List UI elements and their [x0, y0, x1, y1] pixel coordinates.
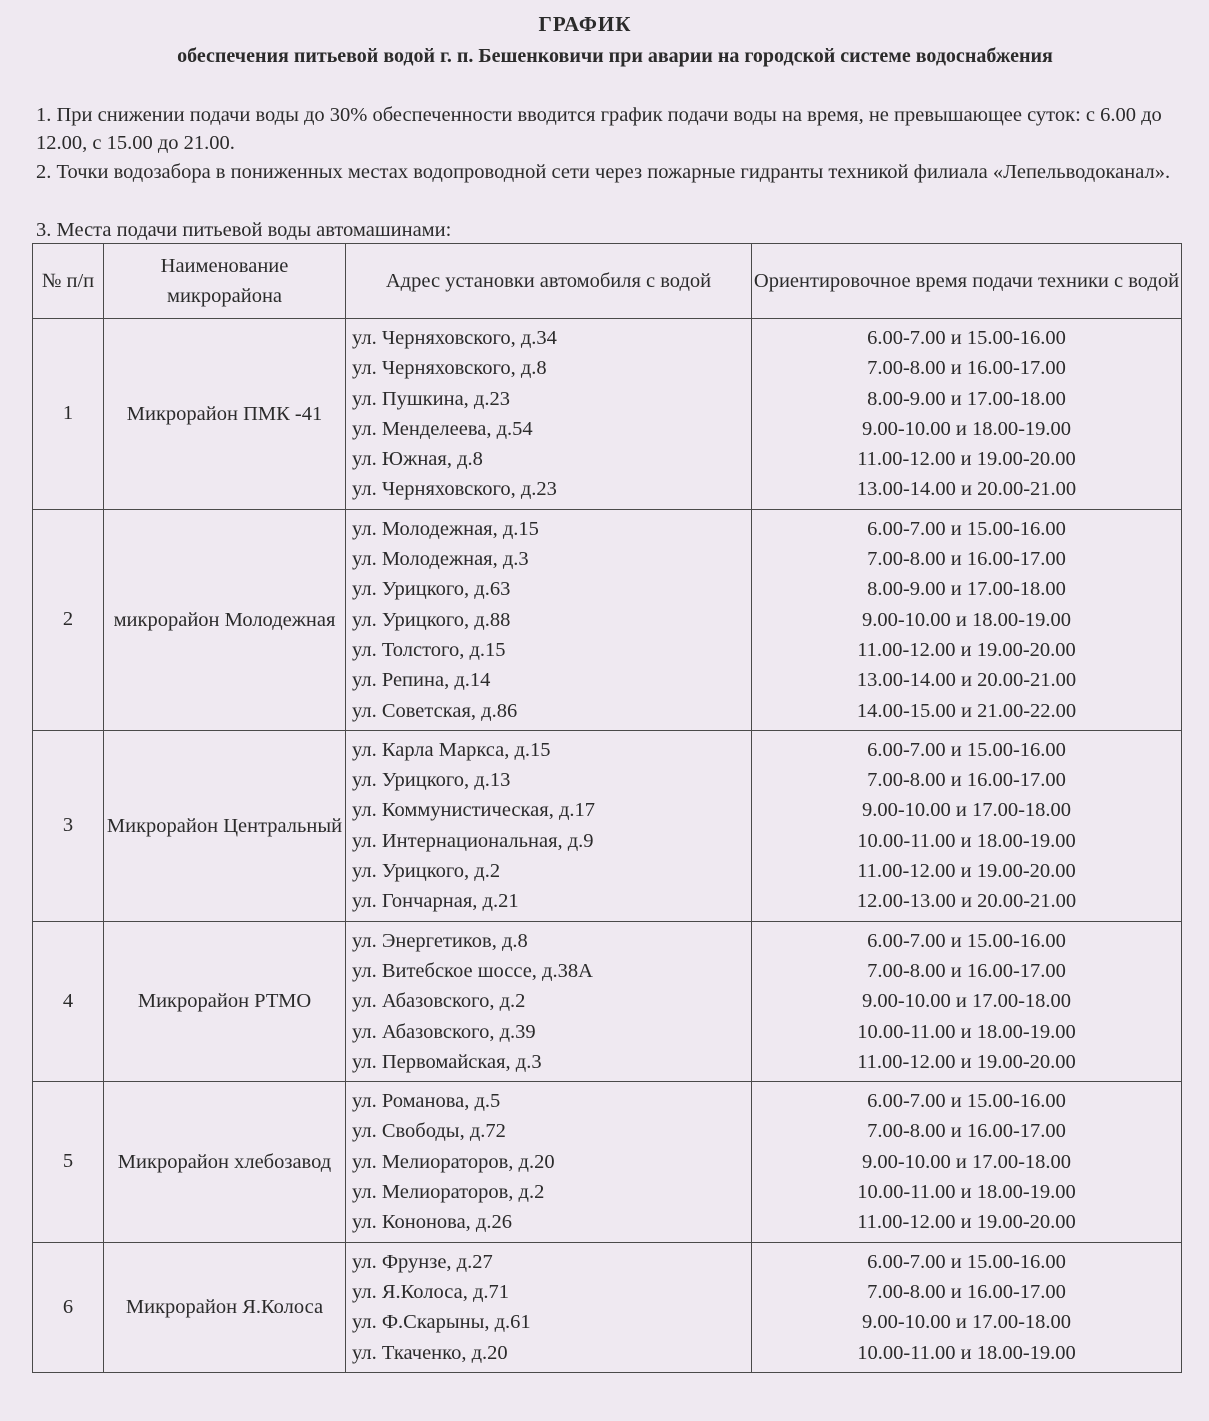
time-line: 6.00-7.00 и 15.00-16.00	[867, 1250, 1066, 1273]
time-line: 11.00-12.00 и 19.00-20.00	[857, 448, 1076, 471]
address-cell	[346, 921, 752, 1081]
address-line: ул. Витебское шоссе, д.38А	[352, 959, 593, 982]
time-line: 7.00-8.00 и 16.00-17.00	[867, 548, 1066, 571]
time-line: 7.00-8.00 и 16.00-17.00	[867, 769, 1066, 792]
time-cell	[752, 921, 1182, 1081]
address-line: ул. Я.Колоса, д.71	[352, 1280, 510, 1303]
time-line: 13.00-14.00 и 20.00-21.00	[856, 478, 1077, 501]
address-line: ул. Мелиораторов, д.2	[352, 1181, 545, 1204]
time-line: 9.00-10.00 и 18.00-19.00	[861, 417, 1072, 440]
address-line: ул. Свободы, д.72	[352, 1120, 506, 1143]
address-line: ул. Черняховского, д.8	[352, 357, 547, 380]
time-line: 7.00-8.00 и 16.00-17.00	[867, 1280, 1066, 1303]
row-number: 2	[33, 509, 104, 730]
address-line: ул. Молодежная, д.15	[352, 517, 539, 540]
address-line: ул. Ткаченко, д.20	[352, 1341, 508, 1364]
time-line: 9.00-10.00 и 17.00-18.00	[861, 1311, 1072, 1334]
time-line: 11.00-12.00 и 19.00-20.00	[857, 860, 1076, 883]
table-row	[33, 1082, 1182, 1242]
time-line: 6.00-7.00 и 15.00-16.00	[867, 517, 1066, 540]
time-line: 12.00-13.00 и 20.00-21.00	[856, 890, 1077, 913]
paragraph-3: 3. Места подачи питьевой воды автомашинами:	[36, 219, 452, 241]
district-name: Микрорайон Я.Колоса	[104, 1242, 346, 1372]
address-line: ул. Первомайская, д.3	[352, 1050, 542, 1073]
time-line: 10.00-11.00 и 18.00-19.00	[857, 1341, 1076, 1364]
time-line: 11.00-12.00 и 19.00-20.00	[857, 1211, 1076, 1234]
header-time: Ориентировочное время подачи техники с водой	[752, 244, 1182, 319]
address-line: ул. Толстого, д.15	[352, 638, 506, 661]
time-line: 9.00-10.00 и 17.00-18.00	[861, 1150, 1072, 1173]
time-line: 9.00-10.00 и 17.00-18.00	[861, 799, 1072, 822]
time-cell	[752, 730, 1182, 921]
address-cell	[346, 319, 752, 510]
header-district: Наименование микрорайона	[104, 244, 346, 319]
time-line: 13.00-14.00 и 20.00-21.00	[856, 669, 1077, 692]
address-line: ул. Советская, д.86	[352, 699, 518, 722]
row-number: 5	[33, 1082, 104, 1242]
paragraph-2: 2. Точки водозабора в пониженных местах водопроводной сети через пожарные гидранты техникой филиала «Лепельводоканал».	[36, 161, 1171, 183]
address-line: ул. Кононова, д.26	[352, 1211, 512, 1234]
row-number: 4	[33, 921, 104, 1081]
address-cell	[346, 1082, 752, 1242]
address-line: ул. Репина, д.14	[352, 669, 491, 692]
table-row	[33, 509, 1182, 730]
address-line: ул. Мелиораторов, д.20	[352, 1150, 555, 1173]
table-row	[33, 319, 1182, 510]
row-number: 1	[33, 319, 104, 510]
address-line: ул. Абазовского, д.39	[352, 1020, 536, 1043]
address-line: ул. Карла Маркса, д.15	[352, 738, 551, 761]
document-subtitle: обеспечения питьевой водой г. п. Бешенковичи при аварии на городской системе водоснабжения	[177, 45, 1053, 67]
time-line: 7.00-8.00 и 16.00-17.00	[867, 357, 1066, 380]
address-line: ул. Энергетиков, д.8	[352, 929, 528, 952]
time-line: 7.00-8.00 и 16.00-17.00	[867, 959, 1066, 982]
time-line: 6.00-7.00 и 15.00-16.00	[867, 327, 1066, 349]
time-line: 6.00-7.00 и 15.00-16.00	[867, 929, 1066, 952]
address-line: ул. Пушкина, д.23	[352, 387, 510, 410]
paragraph-1: 1. При снижении подачи воды до 30% обеспеченности вводится график подачи воды на время, не превышающее суток: с 6.00 до 12.00, с 15.00 до 21.00.	[36, 104, 1162, 154]
time-line: 8.00-9.00 и 17.00-18.00	[867, 578, 1066, 601]
header-number: № п/п	[33, 244, 104, 319]
address-line: ул. Урицкого, д.2	[352, 860, 501, 883]
time-line: 7.00-8.00 и 16.00-17.00	[867, 1120, 1066, 1143]
time-cell	[752, 509, 1182, 730]
time-cell	[752, 1242, 1182, 1372]
address-cell	[346, 1242, 752, 1372]
address-line: ул. Фрунзе, д.27	[352, 1250, 493, 1273]
time-line: 10.00-11.00 и 18.00-19.00	[857, 829, 1076, 852]
schedule-table	[32, 243, 1182, 1373]
time-line: 6.00-7.00 и 15.00-16.00	[867, 738, 1066, 761]
time-line: 11.00-12.00 и 19.00-20.00	[857, 1050, 1076, 1073]
time-line: 6.00-7.00 и 15.00-16.00	[867, 1090, 1066, 1113]
address-line: ул. Черняховского, д.34	[352, 327, 557, 349]
address-line: ул. Менделеева, д.54	[352, 417, 533, 440]
time-line: 10.00-11.00 и 18.00-19.00	[857, 1020, 1076, 1043]
district-name: Микрорайон хлебозавод	[104, 1082, 346, 1242]
row-number: 6	[33, 1242, 104, 1372]
time-line: 14.00-15.00 и 21.00-22.00	[856, 699, 1077, 722]
address-line: ул. Интернациональная, д.9	[352, 829, 594, 852]
time-line: 10.00-11.00 и 18.00-19.00	[857, 1181, 1076, 1204]
district-name: Микрорайон РТМО	[104, 921, 346, 1081]
address-line: ул. Урицкого, д.13	[352, 769, 511, 792]
table-row	[33, 1242, 1182, 1372]
address-cell	[346, 509, 752, 730]
address-cell	[346, 730, 752, 921]
district-name: микрорайон Молодежная	[104, 509, 346, 730]
time-line: 9.00-10.00 и 17.00-18.00	[861, 990, 1072, 1013]
time-line: 11.00-12.00 и 19.00-20.00	[857, 638, 1076, 661]
row-number: 3	[33, 730, 104, 921]
document-title: ГРАФИК	[538, 12, 632, 36]
table-row	[33, 921, 1182, 1081]
address-line: ул. Черняховского, д.23	[352, 478, 557, 501]
address-line: ул. Гончарная, д.21	[352, 890, 519, 913]
district-name: Микрорайон Центральный	[104, 730, 346, 921]
address-line: ул. Коммунистическая, д.17	[352, 799, 596, 822]
address-line: ул. Романова, д.5	[352, 1090, 501, 1113]
address-line: ул. Южная, д.8	[352, 448, 483, 471]
time-cell	[752, 1082, 1182, 1242]
address-line: ул. Абазовского, д.2	[352, 990, 526, 1013]
district-name: Микрорайон ПМК -41	[104, 319, 346, 510]
time-line: 9.00-10.00 и 18.00-19.00	[861, 608, 1072, 631]
address-line: ул. Молодежная, д.3	[352, 548, 529, 571]
table-body	[33, 319, 1182, 1373]
table-row	[33, 730, 1182, 921]
header-address: Адрес установки автомобиля с водой	[346, 244, 752, 319]
table-header-row	[33, 244, 1182, 319]
address-line: ул. Урицкого, д.63	[352, 578, 511, 601]
address-line: ул. Урицкого, д.88	[352, 608, 511, 631]
address-line: ул. Ф.Скарыны, д.61	[352, 1311, 531, 1334]
time-cell	[752, 319, 1182, 510]
time-line: 8.00-9.00 и 17.00-18.00	[867, 387, 1066, 410]
